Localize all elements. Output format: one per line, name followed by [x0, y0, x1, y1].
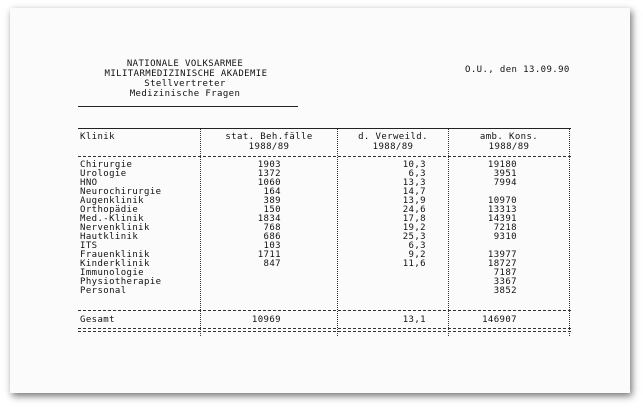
- header-separator: [78, 156, 571, 157]
- row-amb: 7218: [493, 223, 517, 233]
- row-stat: 150: [263, 205, 281, 215]
- row-amb: 18727: [487, 259, 517, 269]
- column-header-verweild-year: 1988/89: [372, 142, 414, 152]
- column-header-amb-year: 1988/89: [488, 142, 530, 152]
- column-header-stat-year: 1988/89: [248, 142, 290, 152]
- row-stat: 1903: [257, 160, 281, 170]
- row-amb: 3951: [493, 169, 517, 179]
- row-stat: 847: [263, 259, 281, 269]
- row-klinik: HNO: [80, 178, 98, 188]
- row-klinik: Med.-Klinik: [80, 214, 145, 224]
- row-stat: 103: [263, 241, 281, 251]
- row-klinik: Augenklinik: [80, 196, 145, 206]
- column-separator-2: [337, 129, 338, 336]
- column-header-klinik: Klinik: [80, 132, 115, 142]
- row-amb: 3367: [493, 277, 517, 287]
- header-line-2: MILITARMEDIZINISCHE AKADEMIE: [104, 69, 268, 79]
- row-verw: 6,3: [408, 169, 426, 179]
- row-klinik: Physiotherapie: [80, 277, 162, 287]
- row-klinik: Neurochirurgie: [80, 187, 162, 197]
- row-stat: 686: [263, 232, 281, 242]
- total-amb: 146907: [482, 315, 517, 325]
- row-klinik: Frauenklinik: [80, 250, 150, 260]
- column-separator-3: [448, 129, 449, 336]
- row-verw: 19,2: [402, 223, 426, 233]
- row-verw: 25,3: [402, 232, 426, 242]
- total-stat: 10969: [251, 315, 281, 325]
- total-verw: 13,1: [402, 315, 426, 325]
- column-header-verweild: d. Verweild.: [358, 132, 428, 142]
- row-stat: 1711: [257, 250, 281, 260]
- row-amb: 7187: [493, 268, 517, 278]
- row-stat: 1372: [257, 169, 281, 179]
- total-label: Gesamt: [80, 315, 115, 325]
- row-amb: 3852: [493, 286, 517, 296]
- row-klinik: Nervenklinik: [80, 223, 150, 233]
- row-klinik: ITS: [80, 241, 98, 251]
- table-top-rule: [78, 128, 571, 129]
- row-stat: 768: [263, 223, 281, 233]
- column-header-amb: amb. Kons.: [479, 132, 539, 142]
- row-verw: 24,6: [402, 205, 426, 215]
- place-date: O.U., den 13.09.90: [465, 65, 570, 75]
- row-verw: 13,3: [402, 178, 426, 188]
- row-stat: 164: [263, 187, 281, 197]
- header-underline: [78, 106, 298, 107]
- row-verw: 10,3: [402, 160, 426, 170]
- row-amb: 10970: [487, 196, 517, 206]
- row-verw: 6,3: [408, 241, 426, 251]
- row-verw: 9,2: [408, 250, 426, 260]
- row-klinik: Orthopädie: [80, 205, 139, 215]
- row-stat: 389: [263, 196, 281, 206]
- row-klinik: Kinderklinik: [80, 259, 150, 269]
- column-separator-4: [569, 129, 570, 336]
- header-line-3: Stellvertreter: [144, 79, 226, 89]
- row-verw: 13,9: [402, 196, 426, 206]
- row-stat: 1060: [257, 178, 281, 188]
- total-double-rule: [78, 328, 571, 332]
- row-amb: 9310: [493, 232, 517, 242]
- row-amb: 13977: [487, 250, 517, 260]
- total-separator: [78, 310, 571, 311]
- row-stat: 1834: [257, 214, 281, 224]
- row-klinik: Hautklinik: [80, 232, 139, 242]
- row-klinik: Chirurgie: [80, 160, 133, 170]
- row-klinik: Immunologie: [80, 268, 145, 278]
- row-klinik: Urologie: [80, 169, 127, 179]
- row-verw: 11,6: [402, 259, 426, 269]
- document-page: [10, 8, 630, 393]
- row-amb: 14391: [487, 214, 517, 224]
- row-amb: 19180: [487, 160, 517, 170]
- row-verw: 17,8: [402, 214, 426, 224]
- row-klinik: Personal: [80, 286, 127, 296]
- header-line-1: NATIONALE VOLKSARMEE: [126, 59, 244, 69]
- column-separator-1: [200, 129, 201, 336]
- row-verw: 14,7: [402, 187, 426, 197]
- row-amb: 7994: [493, 178, 517, 188]
- column-header-stat: stat. Beh.fälle: [225, 132, 313, 142]
- header-line-4: Medizinische Fragen: [129, 89, 241, 99]
- row-amb: 13313: [487, 205, 517, 215]
